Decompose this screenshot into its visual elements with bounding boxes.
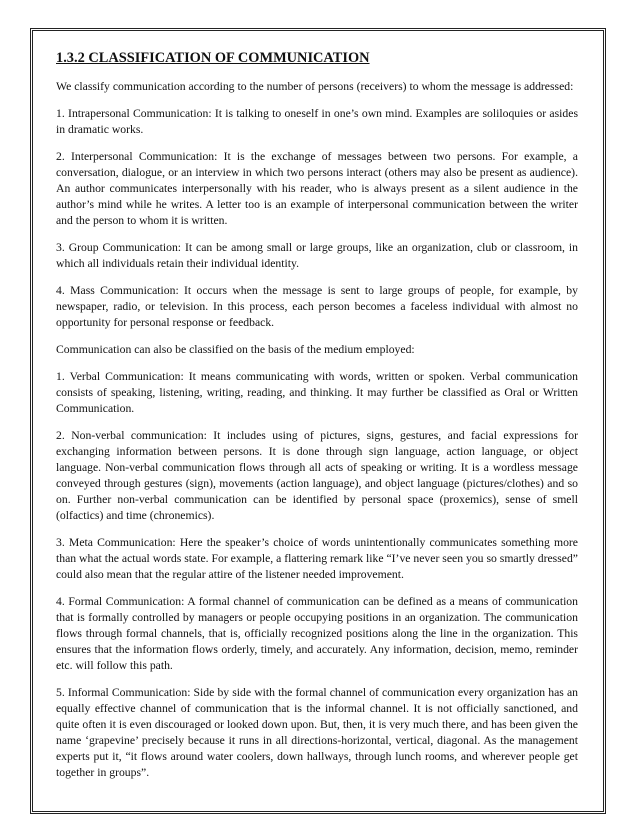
intro-paragraph: We classify communication according to the number of persons (receivers) to whom the message is addressed: — [56, 80, 574, 93]
formal-paragraph: 4. Formal Communication: A formal channel of communication can be defined as a means of communication that is formally controlled by managers or people occupying positions in an organization. The communication flows through formal channels, that is, officially recognized positions along the line in the organization. This ensures that the information flows orderly, timely, and accurately. Any information, decision, memo, reminder etc. will follow this path. — [56, 595, 578, 672]
verbal-paragraph: 1. Verbal Communication: It means communicating with words, written or spoken. Verbal communication consists of speaking, listening, writing, reading, and thinking. It may further be classified as Oral or Written Communication. — [56, 370, 578, 415]
meta-paragraph: 3. Meta Communication: Here the speaker’s choice of words unintentionally communicates something more than what the actual words state. For example, a flattering remark like “I’ve never seen you so smartly dressed” could also mean that the regular attire of the listener needed improvement. — [56, 536, 578, 581]
mass-paragraph: 4. Mass Communication: It occurs when the message is sent to large groups of people, for example, by newspaper, radio, or television. In this process, each person becomes a faceless individual with almost no opportunity for personal response or feedback. — [56, 284, 578, 329]
interpersonal-paragraph: 2. Interpersonal Communication: It is the exchange of messages between two persons. For example, a conversation, dialogue, or an interview in which two persons interact (others may also be present as audience). An author communicates interpersonally with his reader, who is always present as a silent audience in the author’s mind while he writes. A letter too is an example of interpersonal communication between the writer and the person to whom it is written. — [56, 150, 578, 227]
group-paragraph: 3. Group Communication: It can be among small or large groups, like an organization, club or classroom, in which all individuals retain their individual identity. — [56, 241, 578, 270]
intrapersonal-paragraph: 1. Intrapersonal Communication: It is talking to oneself in one’s own mind. Examples are soliloquies or asides in dramatic works. — [56, 107, 578, 136]
informal-paragraph: 5. Informal Communication: Side by side with the formal channel of communication every organization has an equally effective channel of communication that is the informal channel. It is not officially sanctioned, and quite often it is even discouraged or looked down upon. But, then, it is very much there, and has been given the name ‘grapevine’ precisely because it runs in all directions-horizontal, vertical, diagonal. As the management experts put it, “it flows around water coolers, down hallways, through lunch rooms, and wherever people get together in groups”. — [56, 686, 578, 779]
nonverbal-paragraph: 2. Non-verbal communication: It includes using of pictures, signs, gestures, and facial expressions for exchanging information between persons. It is done through sign language, action language, or object language. Non-verbal communication flows through all acts of speaking or writing. It is a wordless message conveyed through gestures (sign), movements (action language), and object language (pictures/clothes) and so on. Further non-verbal communication can be identified by personal space (proxemics), sense of smell (olfactics) and time (chronemics). — [56, 429, 578, 522]
document-body — [56, 50, 578, 792]
section-heading: 1.3.2 CLASSIFICATION OF COMMUNICATION — [56, 50, 370, 66]
medium-intro-paragraph: Communication can also be classified on the basis of the medium employed: — [56, 343, 415, 356]
